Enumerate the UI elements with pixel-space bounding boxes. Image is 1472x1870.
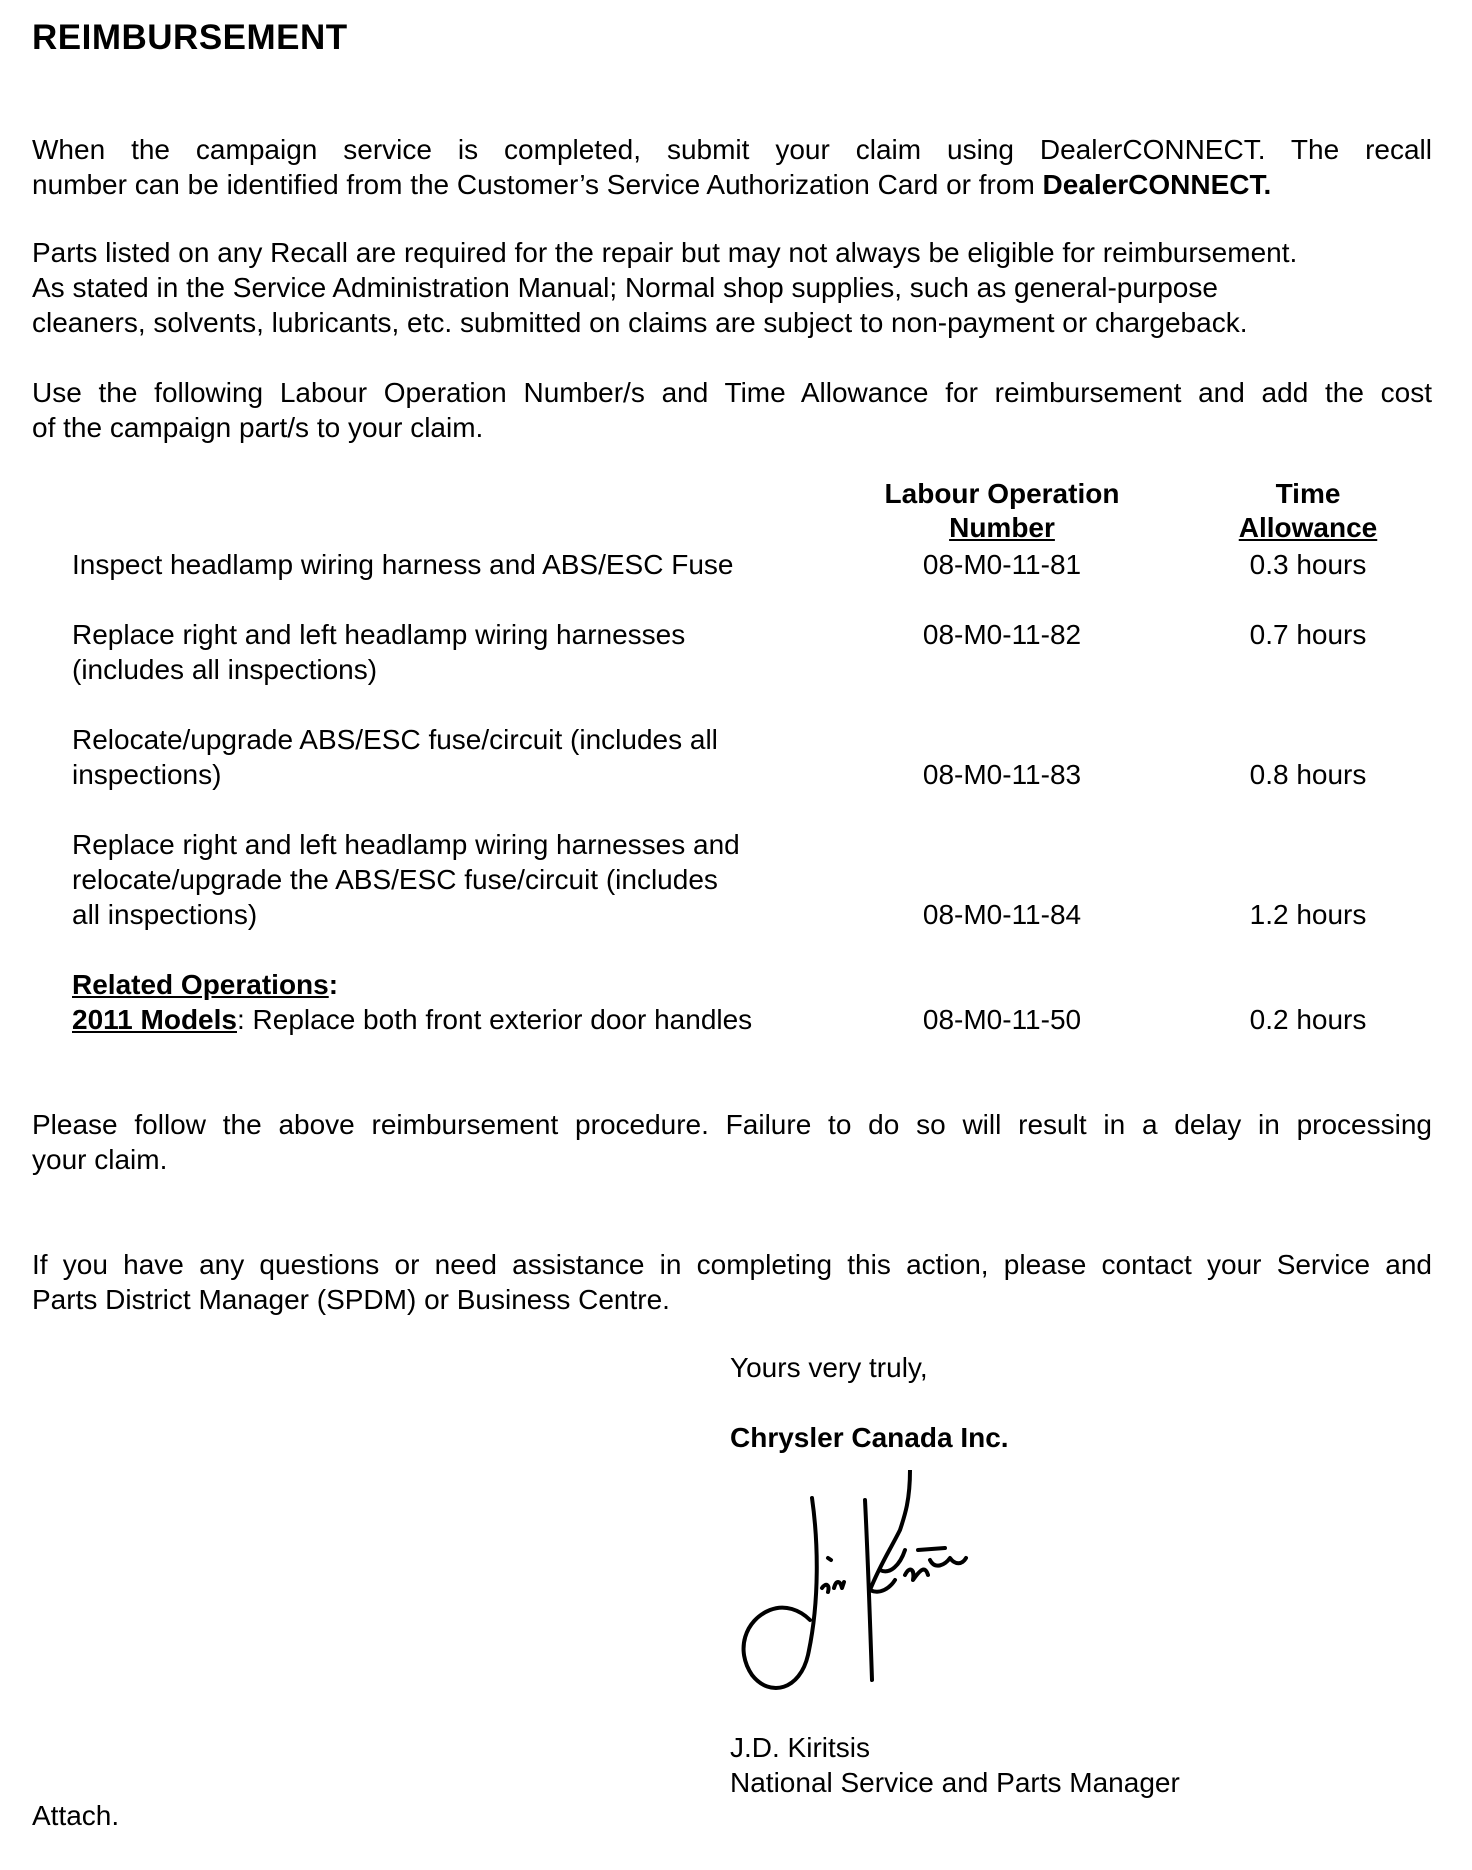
paragraph-line: Use the following Labour Operation Number/s and Time Allowance for reimbursement and add the cost xyxy=(32,377,1432,408)
paragraph-line: Parts District Manager (SPDM) or Business Centre. xyxy=(32,1284,670,1315)
closing-salutation: Yours very truly, xyxy=(730,1352,928,1383)
paragraph-submit-claim xyxy=(32,132,1432,202)
paragraph-line: Please follow the above reimbursement procedure. Failure to do so will result in a delay in processing xyxy=(32,1109,1432,1140)
column-header-labour-operation-number xyxy=(852,477,1152,545)
signatory-name: J.D. Kiritsis xyxy=(730,1732,870,1763)
paragraph-line: of the campaign part/s to your claim. xyxy=(32,412,484,443)
description-line: all inspections) xyxy=(72,899,258,930)
paragraph-text: number can be identified from the Customer’s Service Authorization Card or from xyxy=(32,169,1043,200)
section-heading: REIMBURSEMENT xyxy=(32,18,348,57)
column-header-line: Time xyxy=(1275,478,1341,509)
related-operations-colon: : xyxy=(328,969,339,1000)
labour-operation-number: 08-M0-11-81 xyxy=(922,549,1082,580)
paragraph-line: your claim. xyxy=(32,1144,168,1175)
handwritten-signature xyxy=(730,1470,990,1720)
paragraph-line xyxy=(32,167,1432,202)
paragraph-line: cleaners, solvents, lubricants, etc. submitted on claims are subject to non-payment or chargeback. xyxy=(32,307,1248,338)
table-row-description xyxy=(72,827,852,932)
paragraph-labour-operation xyxy=(32,375,1432,445)
description-line: inspections) xyxy=(72,759,222,790)
related-operations-title-line xyxy=(72,967,872,1002)
time-allowance: 0.2 hours xyxy=(1249,1004,1367,1035)
column-header-line: Allowance xyxy=(1238,512,1378,543)
time-allowance: 0.8 hours xyxy=(1249,759,1367,790)
related-description: : Replace both front exterior door handles xyxy=(236,1004,753,1035)
paragraph-line: When the campaign service is completed, submit your claim using DealerCONNECT. The recall xyxy=(32,134,1432,165)
description-line: Replace right and left headlamp wiring harnesses xyxy=(72,619,686,650)
paragraph-contact xyxy=(32,1247,1432,1317)
table-row-description xyxy=(72,722,852,792)
description-line: relocate/upgrade the ABS/ESC fuse/circuit (includes xyxy=(72,864,718,895)
table-row-description xyxy=(72,547,852,582)
column-header-line: Labour Operation xyxy=(884,478,1120,509)
paragraph-follow-procedure xyxy=(32,1107,1432,1177)
description-line: Replace right and left headlamp wiring harnesses and xyxy=(72,829,740,860)
paragraph-line: As stated in the Service Administration Manual; Normal shop supplies, such as general-purpose xyxy=(32,272,1218,303)
description-line: Inspect headlamp wiring harness and ABS/ESC Fuse xyxy=(72,549,734,580)
dealerconnect-bold: DealerCONNECT. xyxy=(1042,169,1272,200)
signatory-title: National Service and Parts Manager xyxy=(730,1767,1180,1798)
labour-operation-number: 08-M0-11-83 xyxy=(922,759,1082,790)
related-operations-title: Related Operations xyxy=(72,969,329,1000)
labour-operation-number: 08-M0-11-84 xyxy=(922,899,1082,930)
column-header-time-allowance xyxy=(1198,477,1418,545)
table-row-description xyxy=(72,617,852,687)
company-name: Chrysler Canada Inc. xyxy=(730,1422,1009,1453)
paragraph-parts-eligibility xyxy=(32,235,1432,340)
attachment-note: Attach. xyxy=(32,1800,120,1831)
paragraph-line: Parts listed on any Recall are required for the repair but may not always be eligible for reimbursement. xyxy=(32,237,1298,268)
time-allowance: 0.3 hours xyxy=(1249,549,1367,580)
description-line: Relocate/upgrade ABS/ESC fuse/circuit (includes all xyxy=(72,724,718,755)
related-operations xyxy=(72,967,872,1037)
time-allowance: 0.7 hours xyxy=(1249,619,1367,650)
related-model-label: 2011 Models xyxy=(72,1004,237,1035)
description-line: (includes all inspections) xyxy=(72,654,378,685)
time-allowance: 1.2 hours xyxy=(1249,899,1367,930)
column-header-line: Number xyxy=(949,512,1055,543)
paragraph-line: If you have any questions or need assistance in completing this action, please contact your Service and xyxy=(32,1249,1432,1280)
related-operations-line xyxy=(72,1002,872,1037)
labour-operation-number: 08-M0-11-82 xyxy=(922,619,1082,650)
labour-operation-number: 08-M0-11-50 xyxy=(922,1004,1082,1035)
